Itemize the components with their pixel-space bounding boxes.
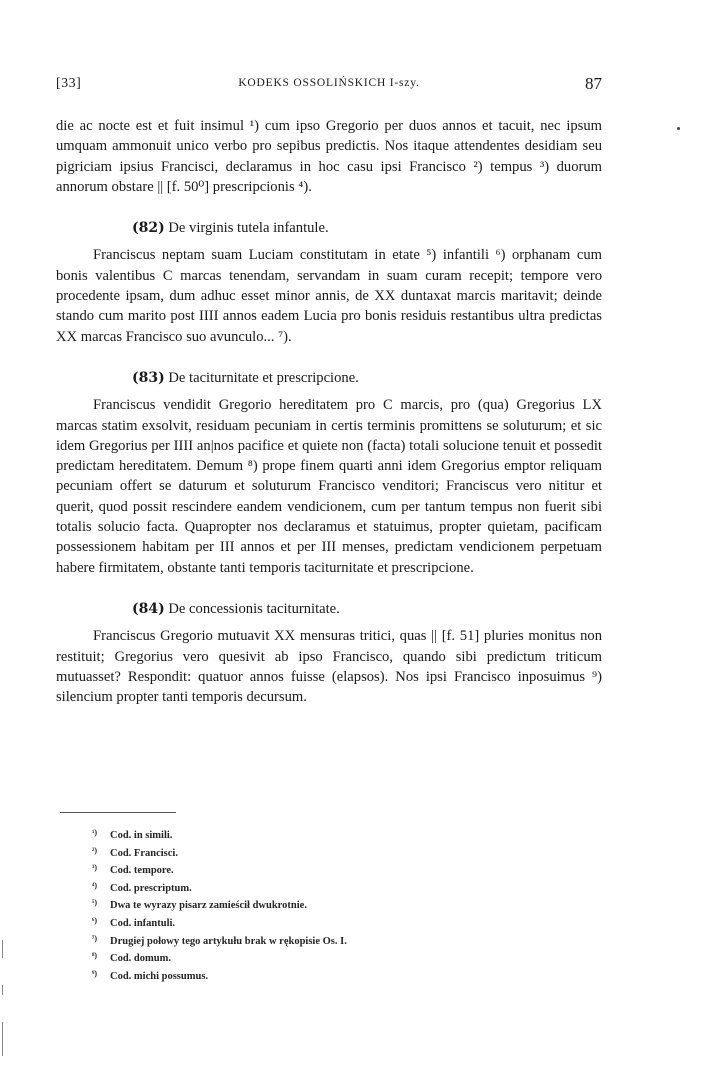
paragraph-82: Franciscus neptam suam Luciam constitutam in etate ⁵) infantili ⁶) orphanam cum bonis valentibus C marcas tenendam, servandam in suam curam recepit; tempore vero procedente ipsam, dum adhuc esset minor annis, de XX duntaxat marcis maritavit; deinde stando cum marito post IIII annos eadem Lucia pro bonis residuis restantibus ultra predictas XX marcas Francisco suo avunculo... ⁷). (56, 247, 602, 345)
paragraph-84: Franciscus Gregorio mutuavit XX mensuras tritici, quas || [f. 51] pluries monitus non restituit; Gregorius vero quesivit ab ipso Francisco, quando sibi predictum triticum mutuasset? Respondit: quatuor annos fuisse (elapsos). Nos ipsi Francisco inposuimus ⁹) silencium propter tanti temporis decursum. (56, 628, 602, 706)
footnote (92, 861, 592, 879)
running-title: KODEKS OSSOLIŃSKICH I-szy. (238, 77, 420, 89)
footnote-text: Dwa te wyrazy pisarz zamieścił dwukrotnie. (110, 900, 307, 912)
footnotes (92, 826, 592, 984)
footnote (92, 967, 592, 985)
article-heading-83 (56, 368, 602, 388)
article-number: (82) (132, 220, 165, 237)
running-head (56, 74, 602, 98)
article-heading-82 (56, 218, 602, 238)
footnote-mark: ²) (92, 845, 98, 855)
margin-mark (677, 127, 680, 130)
scan-edge-mark (2, 985, 3, 995)
footnote (92, 914, 592, 932)
footnote-mark: ⁵) (92, 898, 98, 908)
article-heading-84 (56, 599, 602, 619)
scan-edge-mark (2, 940, 3, 958)
footnote (92, 949, 592, 967)
footnote-text: Cod. prescriptum. (110, 882, 192, 894)
article-title: De concessionis taciturnitate. (164, 600, 340, 617)
paragraph-83: Franciscus vendidit Gregorio hereditatem pro C marcis, pro (qua) Gregorius LX marcas statim exsolvit, residuam pecuniam in certis terminis promittens se soluturum; et sic idem Gregorius per IIII an|nos pacifice et quiete non (facta) totali solucione tenuit et possedit predictam hereditatem. Demum ⁸) prope finem quarti anni idem Gregorius emptor reliquam pecuniam offert se daturum et soluturum Francisco venditori; Franciscus vero nititur et querit, quod possit rescindere eandem vendicionem, cum per tantum tempus non fuerit sibi totalis solucio facta. Quapropter nos declaramus et statuimus, propter quietam, pacificam possessionem habitam per III annos et per III menses, predictam vendicionem perpetuam habere firmitatem, obstante tanti temporis taciturnitate et prescripcione. (56, 397, 602, 576)
footnote-text: Cod. infantuli. (110, 917, 176, 929)
article-title: De virginis tutela infantule. (164, 220, 329, 237)
footnote-separator (60, 812, 176, 813)
footnote (92, 844, 592, 862)
article-number: (83) (132, 369, 165, 386)
main-text (56, 116, 602, 707)
article-title: De taciturnitate et prescripcione. (164, 369, 359, 386)
footnote-text: Cod. Francisci. (110, 847, 178, 859)
section-number: [33] (56, 76, 82, 91)
footnote-mark: ¹) (92, 828, 98, 837)
footnote-mark: ³) (92, 863, 98, 873)
article-number: (84) (132, 600, 165, 617)
scan-edge-mark (2, 1022, 3, 1056)
footnote (92, 879, 592, 897)
page-number: 87 (585, 74, 602, 93)
footnote-text: Cod. michi possumus. (110, 970, 209, 982)
footnote-mark: ⁸) (92, 951, 98, 961)
footnote-mark: ⁶) (92, 915, 98, 925)
footnote-text: Cod. in simili. (110, 830, 173, 841)
footnote (92, 896, 592, 914)
footnote-text: Cod. tempore. (110, 865, 174, 877)
footnote-mark: ⁷) (92, 933, 98, 943)
footnote-text: Drugiej połowy tego artykułu brak w rękopisie Os. I. (110, 935, 347, 947)
footnote (92, 932, 592, 950)
footnote-mark: ⁴) (92, 880, 98, 890)
paragraph-continuation: die ac nocte est et fuit insimul ¹) cum ipso Gregorio per duos annos et tacuit, nec ipsum umquam ammonuit unico verbo pro sepibus predictis. Nos itaque attendentes desidiam seu pigriciam ipsius Francisci, declaramus in hoc casu ipsi Francisco ²) tempus ³) duorum annorum obstare || [f. 50⁰] prescripcionis ⁴). (56, 118, 602, 195)
footnote-mark: ⁹) (92, 968, 98, 978)
footnote-text: Cod. domum. (110, 953, 171, 965)
footnote (92, 826, 592, 844)
